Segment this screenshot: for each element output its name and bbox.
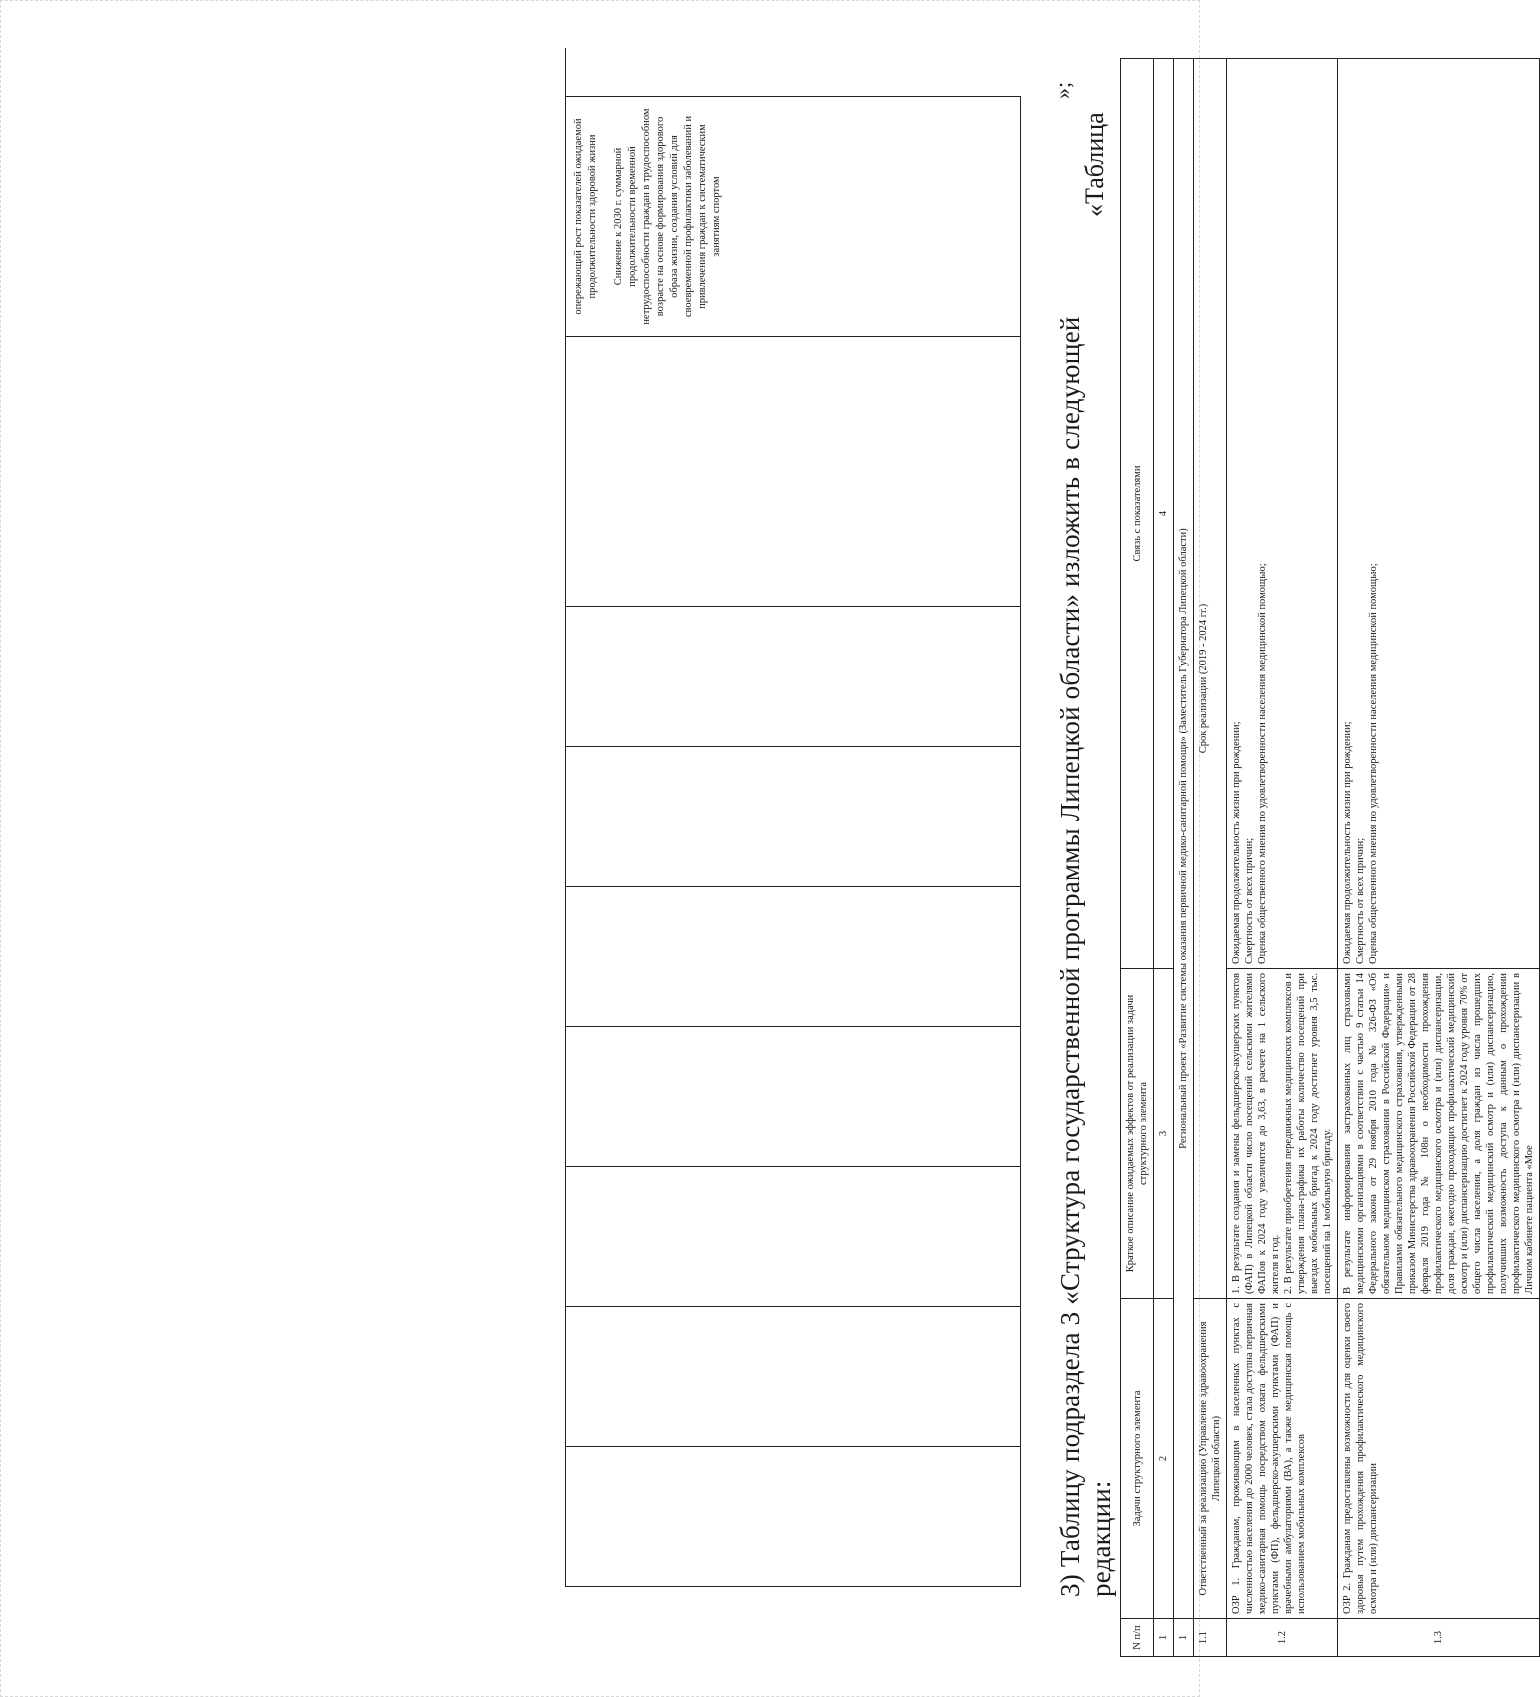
continuation-table: [565, 48, 1021, 1587]
project-title: Региональный проект «Развитие системы оказания первичной медико-санитарной помощи» (Заместитель Губернатора Липецкой области): [1174, 59, 1194, 1619]
header-number: 4: [1154, 59, 1174, 969]
header-number: 3: [1154, 969, 1174, 1299]
goal-text-2: Снижение к 2030 г. суммарной продолжительности временной нетрудоспособности граждан в трудоспособном возрасте на основе формирования здорового образа жизни, создания условий для своевременной профилактики заболеваний и привлечения граждан к систематическим занятиям спортом: [613, 108, 722, 325]
continuation-col-3: [566, 1166, 1021, 1306]
row-number: 1.1: [1194, 1619, 1227, 1657]
section-heading: 3) Таблицу подраздела 3 «Структура государственной программы Липецкой области» изложить в следующей редакции:: [1055, 316, 1116, 1597]
link-item: Оценка общественного мнения по удовлетворенности населения медицинской помощью;: [1368, 563, 1379, 964]
continuation-col-1: [566, 1446, 1021, 1586]
header-tasks: Задачи структурного элемента: [1121, 1299, 1154, 1619]
header-number: 1: [1154, 1619, 1174, 1657]
effect-item: 1. В результате создания и замены фельдшерско-акушерских пунктов (ФАП) в Липецкой области число посещений сельскими жителями ФАПов к 2024 году увеличится до 3,63, в расчете на 1 сельского жителя в год.: [1231, 973, 1281, 1294]
continuation-col-5: [566, 886, 1021, 1026]
continuation-col-4: [566, 1026, 1021, 1166]
continuation-col-8: [566, 336, 1021, 606]
header-num: N п/п: [1121, 1619, 1154, 1657]
row-number: 1.2: [1227, 1619, 1338, 1657]
effects-cell: [1338, 969, 1540, 1299]
project-row: [1174, 59, 1194, 1657]
link-item: Ожидаемая продолжительность жизни при рождении;: [1231, 721, 1242, 964]
link-item: Оценка общественного мнения по удовлетворенности населения медицинской помощью;: [1257, 563, 1268, 964]
structure-table: [1120, 58, 1540, 1657]
header-links: Связь с показателями: [1121, 59, 1154, 969]
table-row: [1338, 59, 1540, 1657]
responsible-row: [1194, 59, 1227, 1657]
effect-item: 2. В результате приобретения передвижных медицинских комплексов и утверждения плана-графика их работы количество посещений при выездах мобильных бригад к 2024 году достигнет уровня 3,5 тыс. посещений на 1 мобильную бригаду.: [1283, 973, 1333, 1294]
links-cell: [1338, 59, 1540, 969]
task-cell: ОЗР 1. Гражданам, проживающим в населенных пунктах с численностью населения до 2000 человек, стала доступна первичная медико-санитарная помощь посредством охвата фельдшерскими пунктами (ФП), фельдшерско-акушерскими пунктами (ФАП) и врачебными амбулаториями (ВА), а также медицинская помощь с использованием мобильных комплексов: [1227, 1299, 1338, 1619]
header-number: 2: [1154, 1299, 1174, 1619]
effects-cell: [1227, 969, 1338, 1299]
responsible-cell: Ответственный за реализацию (Управление здравоохранения Липецкой области): [1194, 1299, 1227, 1619]
link-item: Смертность от всех причин;: [1355, 837, 1366, 964]
continuation-col-6: [566, 746, 1021, 886]
link-item: Ожидаемая продолжительность жизни при рождении;: [1342, 721, 1353, 964]
table-label: «Таблица: [1080, 112, 1109, 217]
link-item: Смертность от всех причин;: [1244, 837, 1255, 964]
continuation-col-7: [566, 606, 1021, 746]
table-header-row: [1121, 59, 1154, 1657]
row-number: 1.3: [1338, 1619, 1540, 1657]
goal-text-1: опережающий рост показателей ожидаемой продолжительности здоровой жизни: [573, 118, 598, 315]
links-cell: [1227, 59, 1338, 969]
continuation-col-goal: [566, 96, 1021, 336]
rotated-landscape-content: [20, 40, 1535, 1697]
header-effects: Краткое описание ожидаемых эффектов от реализации задачи структурного элемента: [1121, 969, 1154, 1299]
continuation-col-2: [566, 1306, 1021, 1446]
term-cell: Срок реализации (2019 - 2024 гг.): [1194, 59, 1227, 1299]
task-cell: ОЗР 2. Гражданам предоставлены возможности для оценки своего здоровья путем прохождения профилактического медицинского осмотра и (или) диспансеризации: [1338, 1299, 1540, 1619]
effect-item: В результате информирования застрахованных лиц страховыми медицинскими организациями в соответствии с частью 9 статьи 14 Федерального закона от 29 ноября 2010 года № 326-ФЗ «Об обязательном медицинском страховании в Российской Федерации» и Правилами обязательного медицинского страхования, утвержденными приказом Министерства здравоохранения Российской Федерации от 28 февраля 2019 года № 108н о необходимости прохождения профилактического медицинского осмотра и (или) диспансеризации, доля граждан, ежегодно проходящих профилактический медицинский осмотр и (или) диспансеризацию достигнет к 2024 году уровня 70% от общего числа населения, а доля граждан из числа прошедших профилактический медицинский осмотр и (или) диспансеризацию, получивших возможность доступа к данным о прохождении профилактического медицинского осмотра и (или) диспансеризации в Личном кабинете пациента «Мое: [1342, 973, 1535, 1294]
table-header-numbers-row: [1154, 59, 1174, 1657]
row-number: 1: [1174, 1619, 1194, 1657]
closing-mark: »;: [1050, 81, 1075, 99]
table-row: [1227, 59, 1338, 1657]
